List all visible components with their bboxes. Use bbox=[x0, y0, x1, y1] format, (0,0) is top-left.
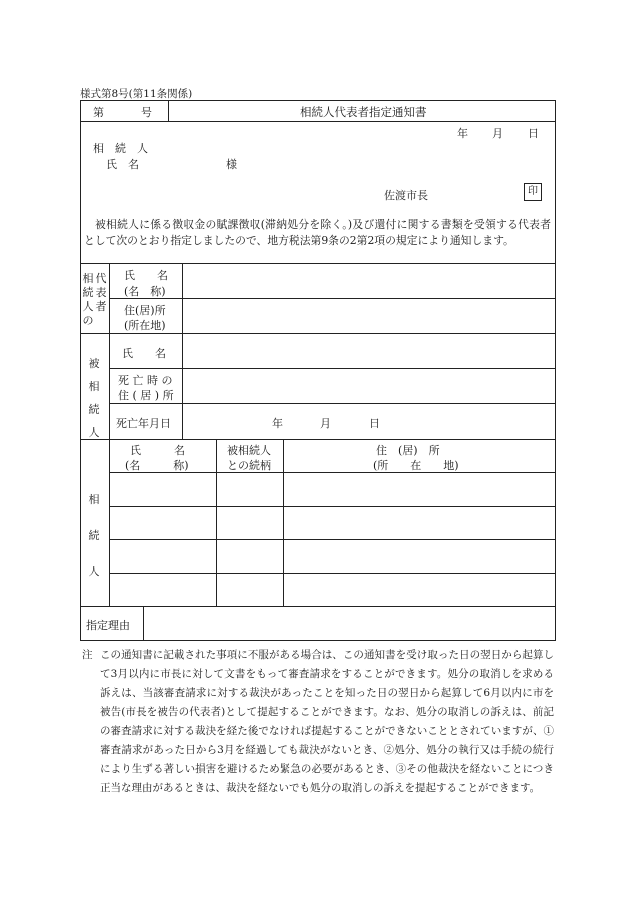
heirs-col-address-1: 住 (居) 所 bbox=[376, 444, 440, 457]
rule-heir-r2 bbox=[109, 539, 556, 540]
rule-header-bottom bbox=[80, 121, 556, 122]
deceased-address-label-1: 死 亡 時 の bbox=[118, 374, 173, 387]
addressee-heir-label: 相 続 人 bbox=[93, 142, 148, 155]
number-label-go: 号 bbox=[141, 106, 152, 119]
rule-dec-1 bbox=[109, 368, 556, 369]
sender-mayor: 佐渡市長 bbox=[384, 189, 428, 202]
body-text: 被相続人に係る徴収金の賦課徴収(滞納処分を除く。)及び還付に関する書類を受領する代表者として次のとおり指定しましたので、地方税法第9条の2第2項の規定により通知します。 bbox=[84, 218, 551, 247]
rule-dec-2 bbox=[109, 403, 556, 404]
heirs-side-label: 相 続 人 bbox=[88, 493, 100, 578]
rule-side-col bbox=[109, 263, 110, 606]
addressee-name-label: 氏 名 bbox=[106, 158, 139, 171]
rule-rep-bottom bbox=[80, 333, 556, 334]
heirs-col-relation-2: との続柄 bbox=[227, 459, 271, 472]
rule-header-split bbox=[168, 100, 169, 121]
note-mark: 注 bbox=[82, 649, 93, 661]
heirs-col-name-1: 氏 名 bbox=[130, 444, 185, 457]
rep-name-label-1: 氏 名 bbox=[124, 269, 168, 282]
addressee-honorific: 様 bbox=[226, 158, 237, 171]
rule-rep-label-col bbox=[182, 263, 183, 333]
rule-heir-bottom bbox=[80, 606, 556, 607]
reason-label: 指定理由 bbox=[86, 619, 130, 632]
official-seal-mark: 印 bbox=[524, 183, 542, 201]
rule-heir-r1 bbox=[109, 506, 556, 507]
deceased-side-label: 被 相 続 人 bbox=[88, 357, 100, 439]
rule-dec-bottom bbox=[80, 439, 556, 440]
rule-body-bottom bbox=[80, 263, 556, 264]
heirs-col-address-2: (所 在 地) bbox=[373, 459, 459, 472]
note-text: この通知書に記載された事項に不服がある場合は、この通知書を受け取った日の翌日から起算して3月以内に市長に対して文書をもって審査請求をすることができます。処分の取消しを求める訴えは、当該審査請求に対する裁決があったことを知った日の翌日から起算して6月以内に市を被告(市長を被告の代表者)として提起することができます。なお、処分の取消しの訴えは、前記の審査請求に対する裁決を経た後でなければ提起することができないこととされていますが、①審査請求があった日から3月を経過しても裁決がないとき、②処分、処分の執行又は手続の続行により生ずる著しい損害を避けるため緊急の必要があるとき、③その他裁決を経ないことにつき正当な理由があるときは、裁決を経ないでも処分の取消しの訴えを提起することができます。 bbox=[100, 649, 554, 794]
death-date-label: 死亡年月日 bbox=[116, 417, 171, 430]
rule-reason-col bbox=[143, 606, 144, 641]
date-year-label: 年 bbox=[457, 127, 468, 140]
rep-address-label-2: (所在地) bbox=[124, 319, 166, 332]
rule-dec-label-col bbox=[182, 333, 183, 439]
appeal-note bbox=[82, 646, 554, 798]
date-day-label: 日 bbox=[528, 127, 539, 140]
death-date-year: 年 bbox=[272, 417, 283, 430]
rep-name-label-2: (名 称) bbox=[124, 285, 166, 298]
rule-heir-col-1 bbox=[216, 439, 217, 606]
date-month-label: 月 bbox=[492, 127, 503, 140]
representative-side-label: 代 表 者 相 続 人 の bbox=[82, 272, 107, 327]
death-date-day: 日 bbox=[369, 417, 380, 430]
document-title: 相続人代表者指定通知書 bbox=[300, 105, 427, 119]
deceased-name-label: 氏 名 bbox=[122, 347, 166, 360]
heirs-col-relation-1: 被相続人 bbox=[227, 444, 271, 457]
form-id: 様式第8号(第11条関係) bbox=[80, 88, 193, 100]
rule-rep-mid bbox=[109, 298, 556, 299]
number-label-dai: 第 bbox=[93, 106, 104, 119]
rule-heir-r3 bbox=[109, 573, 556, 574]
rep-address-label-1: 住(居)所 bbox=[124, 304, 166, 317]
heirs-col-name-2: (名 称) bbox=[125, 459, 189, 472]
death-date-month: 月 bbox=[320, 417, 331, 430]
notice-form-frame bbox=[80, 100, 556, 641]
deceased-address-label-2: 住 ( 居 ) 所 bbox=[118, 389, 174, 402]
rule-heir-col-2 bbox=[283, 439, 284, 606]
